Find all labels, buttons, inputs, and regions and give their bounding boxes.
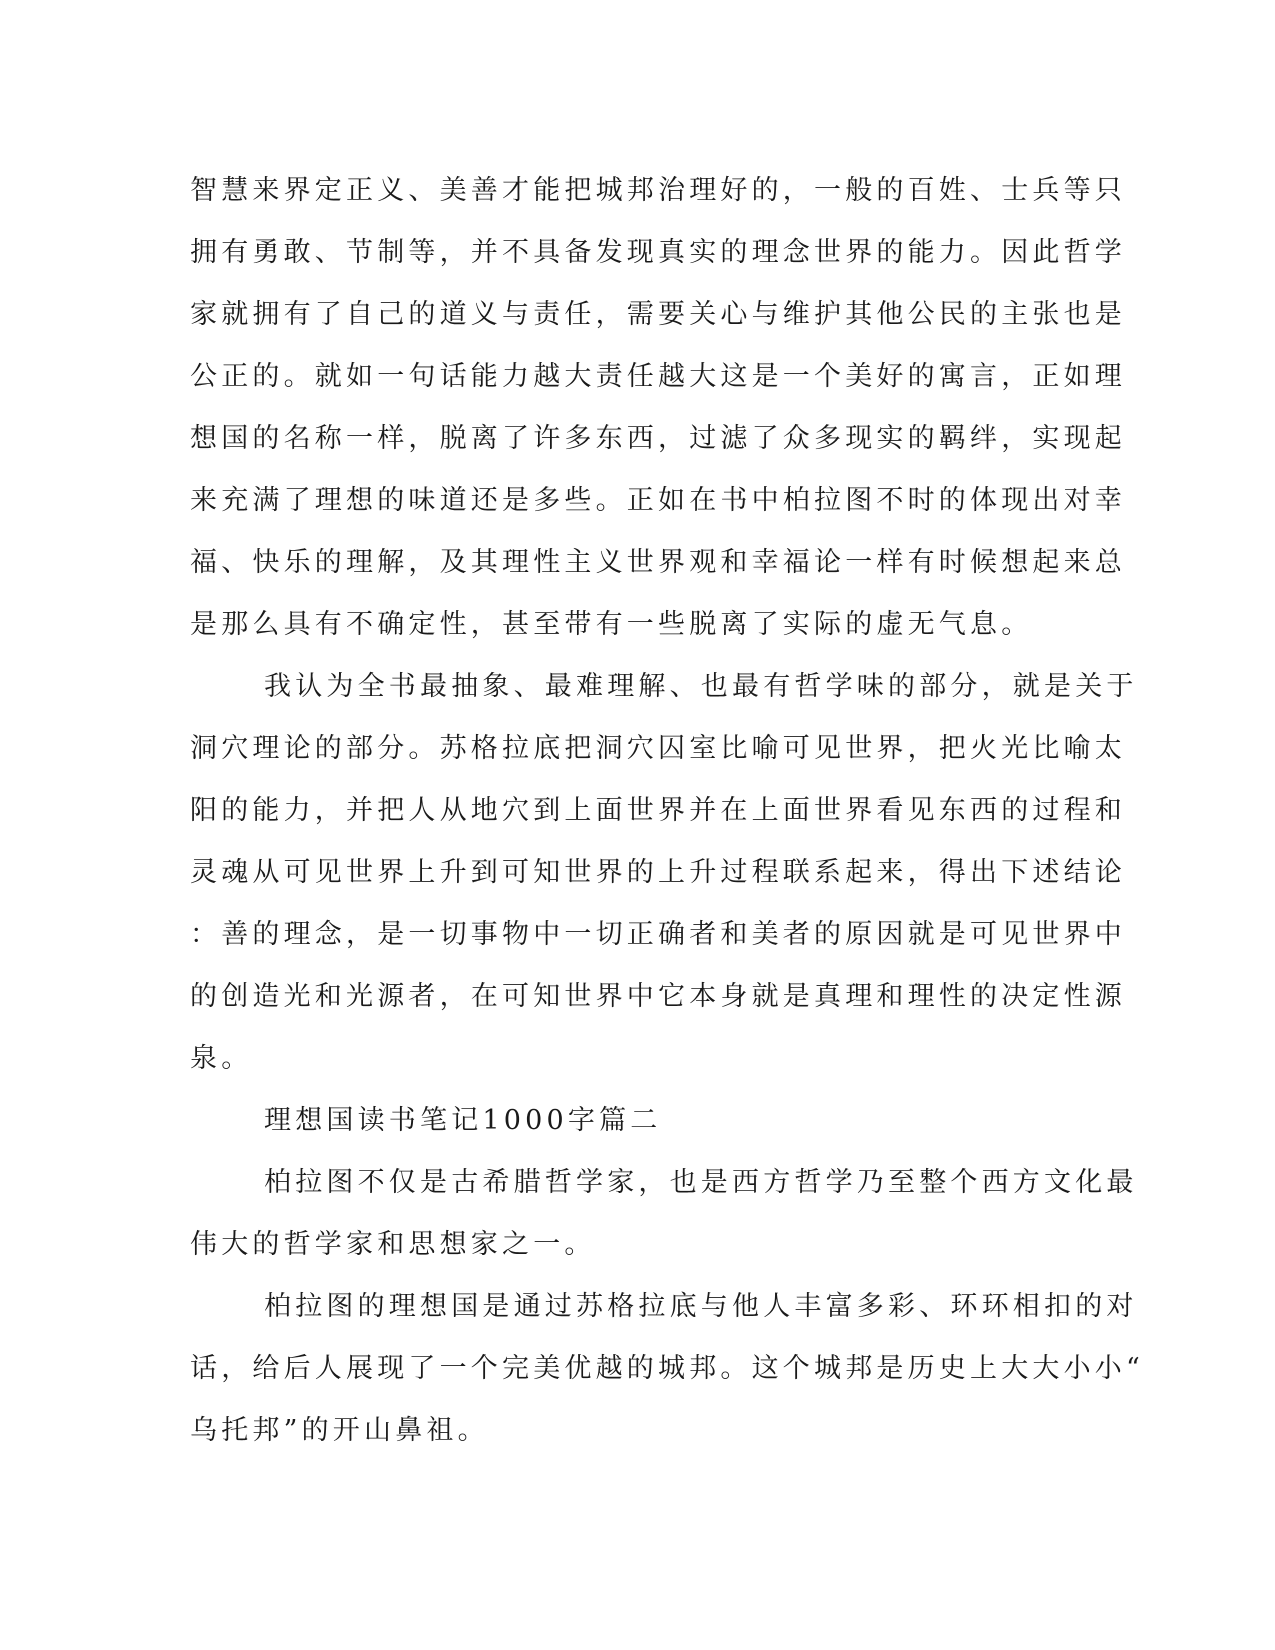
text-line: 公正的。就如一句话能力越大责任越大这是一个美好的寓言，正如理 xyxy=(190,361,1126,392)
text-line: 的创造光和光源者，在可知世界中它本身就是真理和理性的决定性源 xyxy=(190,981,1126,1012)
text-line: 来充满了理想的味道还是多些。正如在书中柏拉图不时的体现出对幸 xyxy=(190,485,1126,516)
text-line: 智慧来界定正义、美善才能把城邦治理好的，一般的百姓、士兵等只 xyxy=(190,175,1126,206)
text-line: 伟大的哲学家和思想家之一。 xyxy=(190,1229,596,1260)
text-line: 乌托邦”的开山鼻祖。 xyxy=(190,1415,489,1446)
text-line: 柏拉图不仅是古希腊哲学家，也是西方哲学乃至整个西方文化最 xyxy=(264,1167,1138,1198)
text-line: 我认为全书最抽象、最难理解、也最有哲学味的部分，就是关于 xyxy=(264,671,1138,702)
text-line: 话，给后人展现了一个完美优越的城邦。这个城邦是历史上大大小小“ xyxy=(190,1353,1145,1384)
text-line: ：善的理念，是一切事物中一切正确者和美者的原因就是可见世界中 xyxy=(190,919,1126,950)
text-line: 洞穴理论的部分。苏格拉底把洞穴囚室比喻可见世界，把火光比喻太 xyxy=(190,733,1126,764)
text-line: 理想国读书笔记1000字篇二 xyxy=(264,1105,662,1136)
text-line: 灵魂从可见世界上升到可知世界的上升过程联系起来，得出下述结论 xyxy=(190,857,1126,888)
text-line: 泉。 xyxy=(190,1043,253,1074)
text-line: 福、快乐的理解，及其理性主义世界观和幸福论一样有时候想起来总 xyxy=(190,547,1126,578)
text-line: 想国的名称一样，脱离了许多东西，过滤了众多现实的羁绊，实现起 xyxy=(190,423,1126,454)
text-line: 阳的能力，并把人从地穴到上面世界并在上面世界看见东西的过程和 xyxy=(190,795,1126,826)
text-line: 是那么具有不确定性，甚至带有一些脱离了实际的虚无气息。 xyxy=(190,609,1033,640)
text-line: 拥有勇敢、节制等，并不具备发现真实的理念世界的能力。因此哲学 xyxy=(190,237,1126,268)
text-line: 家就拥有了自己的道义与责任，需要关心与维护其他公民的主张也是 xyxy=(190,299,1126,330)
document-body xyxy=(190,160,1145,1462)
text-line: 柏拉图的理想国是通过苏格拉底与他人丰富多彩、环环相扣的对 xyxy=(264,1291,1138,1322)
